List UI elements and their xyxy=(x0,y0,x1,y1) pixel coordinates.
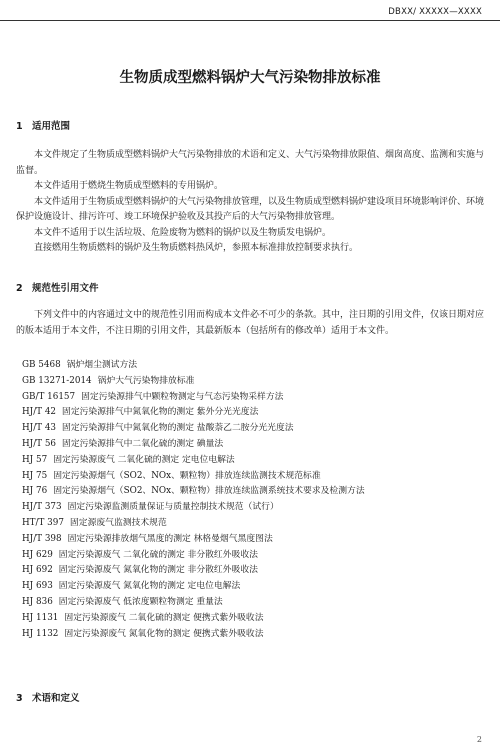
reference-code: HJ 692 xyxy=(22,565,53,576)
reference-title: 固定污染源废气 二氧化硫的测定 非分散红外吸收法 xyxy=(58,549,258,560)
reference-list xyxy=(22,358,484,642)
reference-code: HJ 1131 xyxy=(22,612,59,623)
reference-item xyxy=(22,516,484,532)
reference-code: HJ 629 xyxy=(22,549,53,560)
reference-code: HJ 57 xyxy=(22,454,48,465)
reference-item xyxy=(22,611,484,627)
section-2-number: 2 xyxy=(16,283,23,294)
section-2-title: 规范性引用文件 xyxy=(32,283,99,294)
reference-title: 固定污染源废气 二氧化硫的测定 定电位电解法 xyxy=(53,454,235,465)
reference-item xyxy=(22,405,484,421)
reference-code: HJ 693 xyxy=(22,581,53,592)
reference-item xyxy=(22,532,484,548)
reference-code: GB 5468 xyxy=(22,360,61,370)
section-2-heading xyxy=(16,280,99,294)
reference-item xyxy=(22,453,484,469)
reference-item xyxy=(22,579,484,595)
reference-item xyxy=(22,469,484,485)
section-2-intro: 下列文件中的内容通过文中的规范性引用而构成本文件必不可少的条款。其中，注日期的引用文件，仅该日期对应的版本适用于本文件，不注日期的引用文件，其最新版本（包括所有的修改单）适用于本文件。 xyxy=(16,310,485,336)
reference-item xyxy=(22,437,484,453)
reference-title: 固定污染源烟气（SO2、NOx、颗粒物）排放连续监测技术规范标准 xyxy=(53,470,321,481)
reference-title: 固定污染源废气 氮氧化物的测定 便携式紫外吸收法 xyxy=(64,628,264,639)
document-code: DBXX/ XXXXX—XXXX xyxy=(388,7,482,17)
reference-item xyxy=(22,390,484,406)
reference-title: 固定污染源排气中二氧化硫的测定 碘量法 xyxy=(62,438,224,449)
reference-title: 固定污染源废气 二氧化硫的测定 便携式紫外吸收法 xyxy=(64,612,264,623)
reference-code: HJ/T 43 xyxy=(22,423,57,434)
reference-title: 固定源废气监测技术规范 xyxy=(69,517,167,528)
page-number: 2 xyxy=(476,735,482,744)
section-2-intro-block xyxy=(16,308,484,339)
section-3-heading xyxy=(16,690,80,704)
reference-title: 锅炉烟尘测试方法 xyxy=(66,360,138,370)
reference-item xyxy=(22,548,484,564)
reference-title: 固定污染源烟气（SO2、NOx、颗粒物）排放连续监测系统技术要求及检测方法 xyxy=(53,486,365,497)
reference-item xyxy=(22,358,484,374)
section-1-paragraph: 本文件规定了生物质成型燃料锅炉大气污染物排放的术语和定义、大气污染物排放限值、烟囱高度、监测和实施与监督。 xyxy=(16,150,485,176)
reference-title: 固定污染源监测质量保证与质量控制技术规范（试行） xyxy=(67,502,279,513)
reference-item xyxy=(22,421,484,437)
section-3-number: 3 xyxy=(16,693,23,704)
reference-code: HJ/T 398 xyxy=(22,533,62,544)
reference-title: 固定污染源废气 氮氧化物的测定 非分散红外吸收法 xyxy=(58,565,258,576)
document-title: 生物质成型燃料锅炉大气污染物排放标准 xyxy=(119,70,381,86)
reference-item xyxy=(22,627,484,643)
reference-title: 锅炉大气污染物排放标准 xyxy=(97,375,195,386)
section-1-paragraph: 直接燃用生物质燃料的锅炉及生物质燃料热风炉，参照本标准排放控制要求执行。 xyxy=(34,243,359,253)
reference-title: 固定污染源废气 低浓度颗粒物测定 重量法 xyxy=(58,596,223,607)
reference-code: HJ/T 42 xyxy=(22,407,57,418)
reference-item xyxy=(22,484,484,500)
section-3-title: 术语和定义 xyxy=(32,693,80,704)
reference-item xyxy=(22,563,484,579)
section-1-number: 1 xyxy=(16,121,23,132)
reference-code: GB/T 16157 xyxy=(22,391,76,402)
reference-code: GB 13271-2014 xyxy=(22,375,92,386)
reference-code: HJ 75 xyxy=(22,470,48,481)
reference-item xyxy=(22,500,484,516)
reference-title: 固定污染源排气中氮氧化物的测定 紫外分光光度法 xyxy=(62,407,259,418)
reference-code: HJ 76 xyxy=(22,486,48,497)
reference-title: 固定污染源排气中颗粒物测定与气态污染物采样方法 xyxy=(81,391,284,402)
section-1-heading xyxy=(16,118,70,132)
section-1-paragraph: 本文件适用于燃烧生物质成型燃料的专用锅炉。 xyxy=(34,181,224,191)
section-1-paragraph: 本文件适用于生物质成型燃料锅炉的大气污染物排放管理，以及生物质成型燃料锅炉建设项目环境影响评价、环境保护设施设计、排污许可、竣工环境保护验收及其投产后的大气污染物排放管理。 xyxy=(16,196,485,222)
header-divider xyxy=(0,20,500,21)
section-1-title: 适用范围 xyxy=(32,121,71,132)
reference-code: HJ/T 373 xyxy=(22,502,62,513)
reference-code: HJ 1132 xyxy=(22,628,59,639)
section-1-paragraph: 本文件不适用于以生活垃圾、危险废物为燃料的锅炉以及生物质发电锅炉。 xyxy=(34,227,332,238)
reference-item xyxy=(22,595,484,611)
reference-code: HJ 836 xyxy=(22,596,53,607)
reference-title: 固定污染源排放烟气黑度的测定 林格曼烟气黑度图法 xyxy=(67,533,273,544)
section-1-body xyxy=(16,148,484,257)
reference-title: 固定污染源废气 氮氧化物的测定 定电位电解法 xyxy=(58,581,241,592)
reference-code: HT/T 397 xyxy=(22,517,64,528)
reference-code: HJ/T 56 xyxy=(22,438,57,449)
reference-title: 固定污染源排气中氮氧化物的测定 盐酸萘乙二胺分光光度法 xyxy=(62,423,294,434)
reference-item xyxy=(22,374,484,390)
